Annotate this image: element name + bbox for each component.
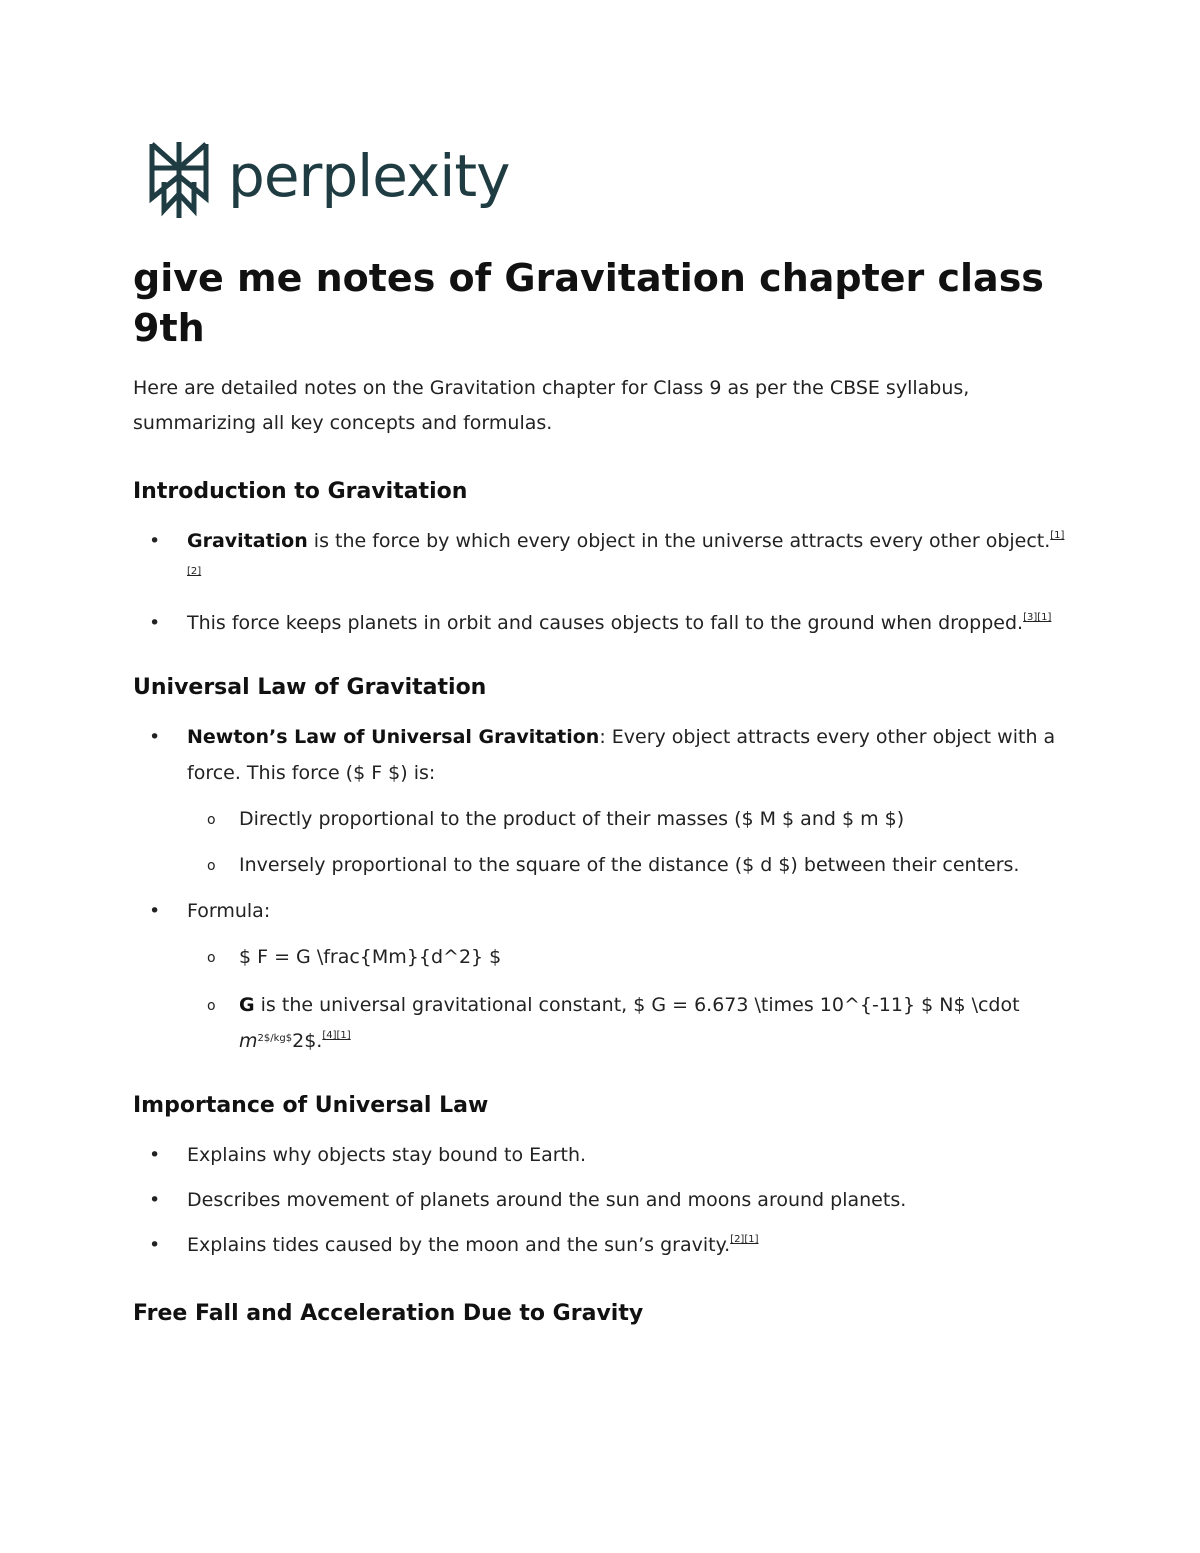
sub-list-item: o Inversely proportional to the square of the distance ($ d $) between their centers. bbox=[187, 847, 1068, 883]
perplexity-logo bbox=[146, 140, 509, 220]
section-heading-introduction: Introduction to Gravitation bbox=[133, 479, 468, 504]
document-content bbox=[133, 253, 1068, 1329]
citation-link[interactable]: [1][2] bbox=[187, 530, 1065, 577]
bold-term: Gravitation bbox=[187, 530, 308, 552]
sub-list bbox=[187, 801, 1068, 883]
math-symbol: m bbox=[239, 1030, 258, 1052]
page-title: give me notes of Gravitation chapter class 9th bbox=[133, 256, 1044, 350]
list-item: • Explains why objects stay bound to Earth. bbox=[133, 1137, 1068, 1173]
citation-link[interactable]: [3][1] bbox=[1023, 612, 1052, 623]
list-item-text: Formula: bbox=[187, 900, 271, 922]
list-item-text: is the force by which every object in the universe attracts every other object. bbox=[307, 530, 1051, 552]
list-item-text: is the universal gravitational constant, $ G = 6.673 \times 10^{-11} $ N$ \cdot bbox=[254, 994, 1020, 1016]
sub-list-item: o Directly proportional to the product of their masses ($ M $ and $ m $) bbox=[187, 801, 1068, 837]
universal-law-list bbox=[133, 719, 1068, 1059]
intro-paragraph: Here are detailed notes on the Gravitation chapter for Class 9 as per the CBSE syllabus, summarizing all key concepts and formulas. bbox=[133, 377, 970, 434]
section-heading-importance: Importance of Universal Law bbox=[133, 1093, 489, 1118]
list-item bbox=[133, 523, 1068, 595]
list-item: • Describes movement of planets around the sun and moons around planets. bbox=[133, 1182, 1068, 1218]
perplexity-logo-icon bbox=[146, 140, 212, 220]
section-heading-universal-law: Universal Law of Gravitation bbox=[133, 675, 487, 700]
logo-wordmark: perplexity bbox=[228, 142, 510, 210]
list-item-text: : Every object attracts every other object with a force. This force ($ F $) is: bbox=[187, 726, 1056, 784]
list-item-text: Explains tides caused by the moon and the sun’s gravity. bbox=[187, 1234, 731, 1256]
citation-link[interactable]: [4][1] bbox=[322, 1030, 351, 1041]
list-item-text: 2$. bbox=[292, 1030, 323, 1052]
sub-list bbox=[187, 939, 1068, 1059]
section-heading-free-fall: Free Fall and Acceleration Due to Gravity bbox=[133, 1301, 644, 1326]
list-item bbox=[133, 893, 1068, 1059]
formula-item: o $ F = G \frac{Mm}{d^2} $ bbox=[187, 939, 1068, 975]
bold-term: Newton’s Law of Universal Gravitation bbox=[187, 726, 600, 748]
list-item bbox=[133, 719, 1068, 883]
list-item-text: This force keeps planets in orbit and causes objects to fall to the ground when dropped. bbox=[187, 612, 1024, 634]
importance-list bbox=[133, 1137, 1068, 1263]
sub-list-item bbox=[187, 987, 1068, 1059]
bold-term: G bbox=[239, 994, 255, 1016]
list-item bbox=[133, 1227, 1068, 1263]
citation-link[interactable]: [2][1] bbox=[730, 1234, 759, 1245]
list-item bbox=[133, 605, 1068, 641]
introduction-list bbox=[133, 523, 1068, 641]
math-superscript: 2$/kg$ bbox=[257, 1033, 293, 1044]
